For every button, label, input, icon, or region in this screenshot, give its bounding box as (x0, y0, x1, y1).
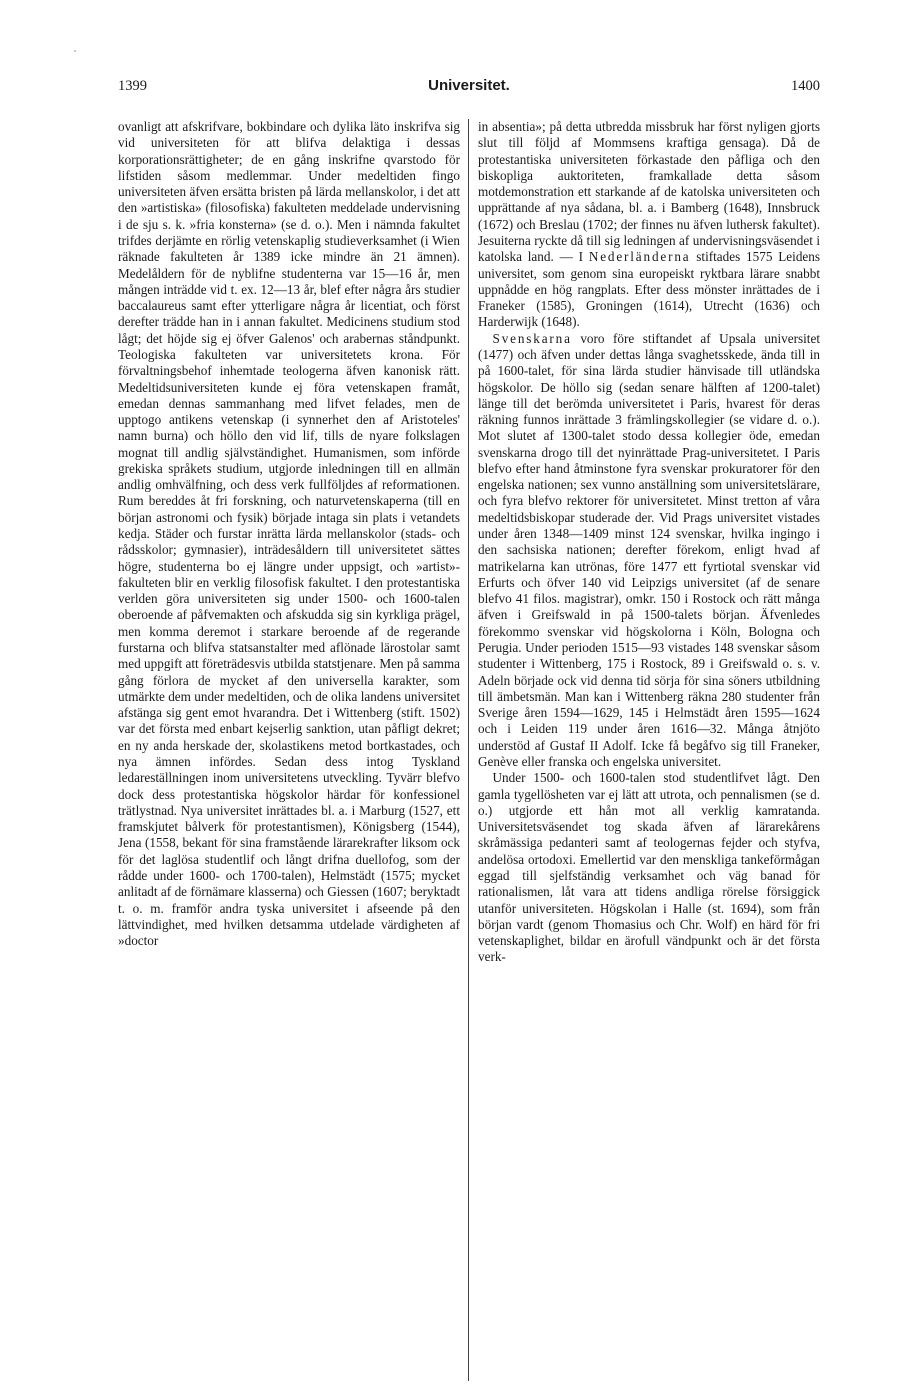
right-paragraph-3: Under 1500- och 1600-talen stod studentlifvet lågt. Den gamla tygellösheten var ej lätt att utrota, och pennalismen (se d. o.) utgjorde ett hån mot all verklig kamratanda. Universitetsväsendet tog skada äfven af lärarekårens skråmässiga pedanteri samt af teologernas fejder och styfva, andelösa ortodoxi. Emellertid var den menskliga tankeförmågan eggad till sjelfständig verksamhet och väg banad för rationalismen, låt vara att tidens andliga rörelse försiggick utanför universiteten. Högskolan i Halle (st. 1694), som från början vardt (genom Thomasius och Chr. Wolf) en härd för fri vetenskaplighet, bildar en ärofull vändpunkt och är det första verk- (478, 770, 820, 965)
right-column (478, 119, 820, 1381)
right-paragraph-1-text: in absentia»; på detta utbredda missbruk har först nyligen gjorts slut till följd af Mommsens kraftiga gensaga). Då de protestantiska universiteten förkastade den påfliga och den biskopliga auktoriteten, framkallade detta såsom motdemonstration ett starkande af de katolska universiteten och upprättande af nya sådana, bl. a. i Bamberg (1648), Innsbruck (1672) och Breslau (1702; der finnes nu äfven luthersk fakultet). Jesuiterna ryckte då till sig ledningen af undervisningsväsendet i katolska land. — I (478, 119, 820, 265)
term-nederlanderna: Nederländerna (588, 249, 691, 265)
term-svenskarna: Svenskarna (492, 330, 572, 346)
page-number-right: 1400 (791, 78, 820, 94)
right-paragraph-1-rest: stiftades 1575 Leidens universitet, som genom sina europeiskt ryktbara lärare snabbt uppnådde en hög rangplats. Efter dess mönster inrättades de i Franeker (1585), Groningen (1614), Utrecht (1636) och Harderwijk (1648). (478, 249, 820, 330)
right-paragraph-1 (478, 119, 820, 331)
page-header (118, 78, 820, 102)
left-paragraph-1: ovanligt att afskrifvare, bokbindare och dylika läto inskrifva sig vid universiteten för att blifva delaktiga i dessas korporationsrättigheter; de en gång inskrifne qvarstodo för lifstiden såsom medlemmar. Under medeltiden fingo universiteten äfven ersätta bristen på lärda mellanskolor, i det att den »artistiska» (filosofiska) fakulteten meddelade undervisning i de sju s. k. »fria konsterna» (se d. o.). Men i nämnda fakultet trifdes derjämte en rörlig vetenskaplig studieverksamhet (i Wien räknade fakulteten år 1389 icke mindre än 21 ämnen). Medelåldern för de nyblifne studenterna var 15—16 år, men mången inträdde vid t. ex. 12—13 år, blef efter några års studier baccalaureus samt efter ytterligare några år licentiat, och först derefter trädde han in i annan fakultet. Medicinens studium stod lågt; det höjde sig ej öfver Galenos' och arabernas ståndpunkt. Teologiska fakulteten var universitetets krona. För förvaltningsbehof inhemtade teologerna äfven kanonisk rätt. Medeltidsuniversiteten kunde ej föra vetenskapen framåt, emedan dennas sammanhang med lifvet felades, men de upptogo antikens vetenskap (i synnerhet den af Aristoteles' namn burna) och höllo den vid lif, tills de nyare folkslagen mognat till andlig självständighet. Humanismen, som införde grekiska språkets studium, utgjorde inledningen till en allmän andlig omhvälfning, och dess verk fullföljdes af reformationen. Rum bereddes åt fri forskning, och naturvetenskaperna (till en början astronomi och fysik) började intaga sin plats i vetandets kedja. Städer och furstar inrätta lärda mellanskolor (stads- och rådsskolor; gymnasier), inträdesåldern till universitetet sättes högre, studenterna bo ej längre under uppsigt, och »artist»-fakulteten blir en verklig filosofisk fakultet. I den protestantiska verlden göra universiteten sig under 1500- och 1600-talen oberoende af påfvemakten och afskudda sig sin kyrkliga prägel, men komma deremot i starkare beroende af de regerande furstarna och blifva statsanstalter med aflönade lärostolar samt med uppgift att företrädesvis utbilda statstjenare. Men på samma gång förlora de mycket af den universella karakter, som utmärkte dem under medeltiden, och de olika landens universitet afstänga sig gent emot hvarandra. Det i Wittenberg (stift. 1502) var det första med enbart kejserlig sanktion, utan påfligt dekret; en ny anda herskade der, skolastikens metod bortkastades, och nya ämnen infördes. Sedan dess intog Tyskland ledareställningen inom universitetens utveckling. Tyvärr blefvo dock dess protestantiska högskolor härdar för konfessionel trätlystnad. Nya universitet inrättades bl. a. i Marburg (1527, ett framskjutet bålverk för protestantismen), Königsberg (1544), Jena (1558, bekant för sina framstående lärarekrafter liksom ock för det laglösa studentlif och långt drifna duellofog, som der rådde under 1600- och 1700-talen), Helmstädt (1575; mycket anlitadt af de förnämare klasserna) och Giessen (1607; beryktadt t. o. m. framför andra tyska universitet i afseende på den lättvindighet, med hvilken detsamma utdelade värdigheten af »doctor (118, 119, 460, 949)
column-divider (468, 119, 469, 1381)
right-paragraph-2-rest: voro före stiftandet af Upsala universitet (1477) och äfven under dettas långa svaghetsskede, ända till in på 1600-talet, för sina lärda studier hänvisade till utländska högskolor. De höllo sig (sedan senare hälften af 1200-talet) länge till det berömda universitetet i Paris, hvarest för deras räkning funnos inrättade 3 främlingskollegier (se vidare d. o.). Mot slutet af 1300-talet stodo dessa kollegier öde, emedan svenskarna drogo till det nyinrättade Prag-universitetet. I Paris blefvo efter hand åtminstone fyra svenskar prokuratorer för den engelska nationen; sex vunno anställning som universitetslärare, och fyra blefvo rektorer för universitetet. Minst tretton af våra medeltidsbiskopar studerade der. Vid Prags universitet vistades under åren 1348—1409 minst 124 svenskar, hvilka ingingo i den sachsiska nationen; derefter förekom, enligt hvad af matrikelarna kan utrönas, före 1477 ett fyrtiotal svenskar vid Erfurts och öfver 140 vid Leipzigs universitet (af de senare blefvo 41 filos. magistrar), omkr. 150 i Rostock och rätt många äfven i Greifswald in på 1500-talets början. Äfvenledes förekommo svenskar vid högskolorna i Köln, Bologna och Perugia. Under perioden 1515—93 vistades 148 svenskar såsom studenter i Wittenberg, 175 i Rostock, 89 i Greifswald o. s. v. Adeln började ock vid denna tid sörja för sina söners utbildning till ämbetsmän. Man kan i Wittenberg räkna 280 studenter från Sverige åren 1594—1629, 145 i Helmstädt åren 1595—1624 och i Leiden 119 under åren 1616—32. Många åtnjöto understöd af Gustaf II Adolf. Icke få begåfvo sig till Franeker, Genève eller franska och engelska universitet. (478, 330, 820, 769)
scan-speck (74, 50, 76, 52)
right-paragraph-2 (478, 331, 820, 771)
page-title: Universitet. (428, 77, 510, 94)
left-column (118, 119, 460, 1381)
page-number-left: 1399 (118, 78, 147, 94)
